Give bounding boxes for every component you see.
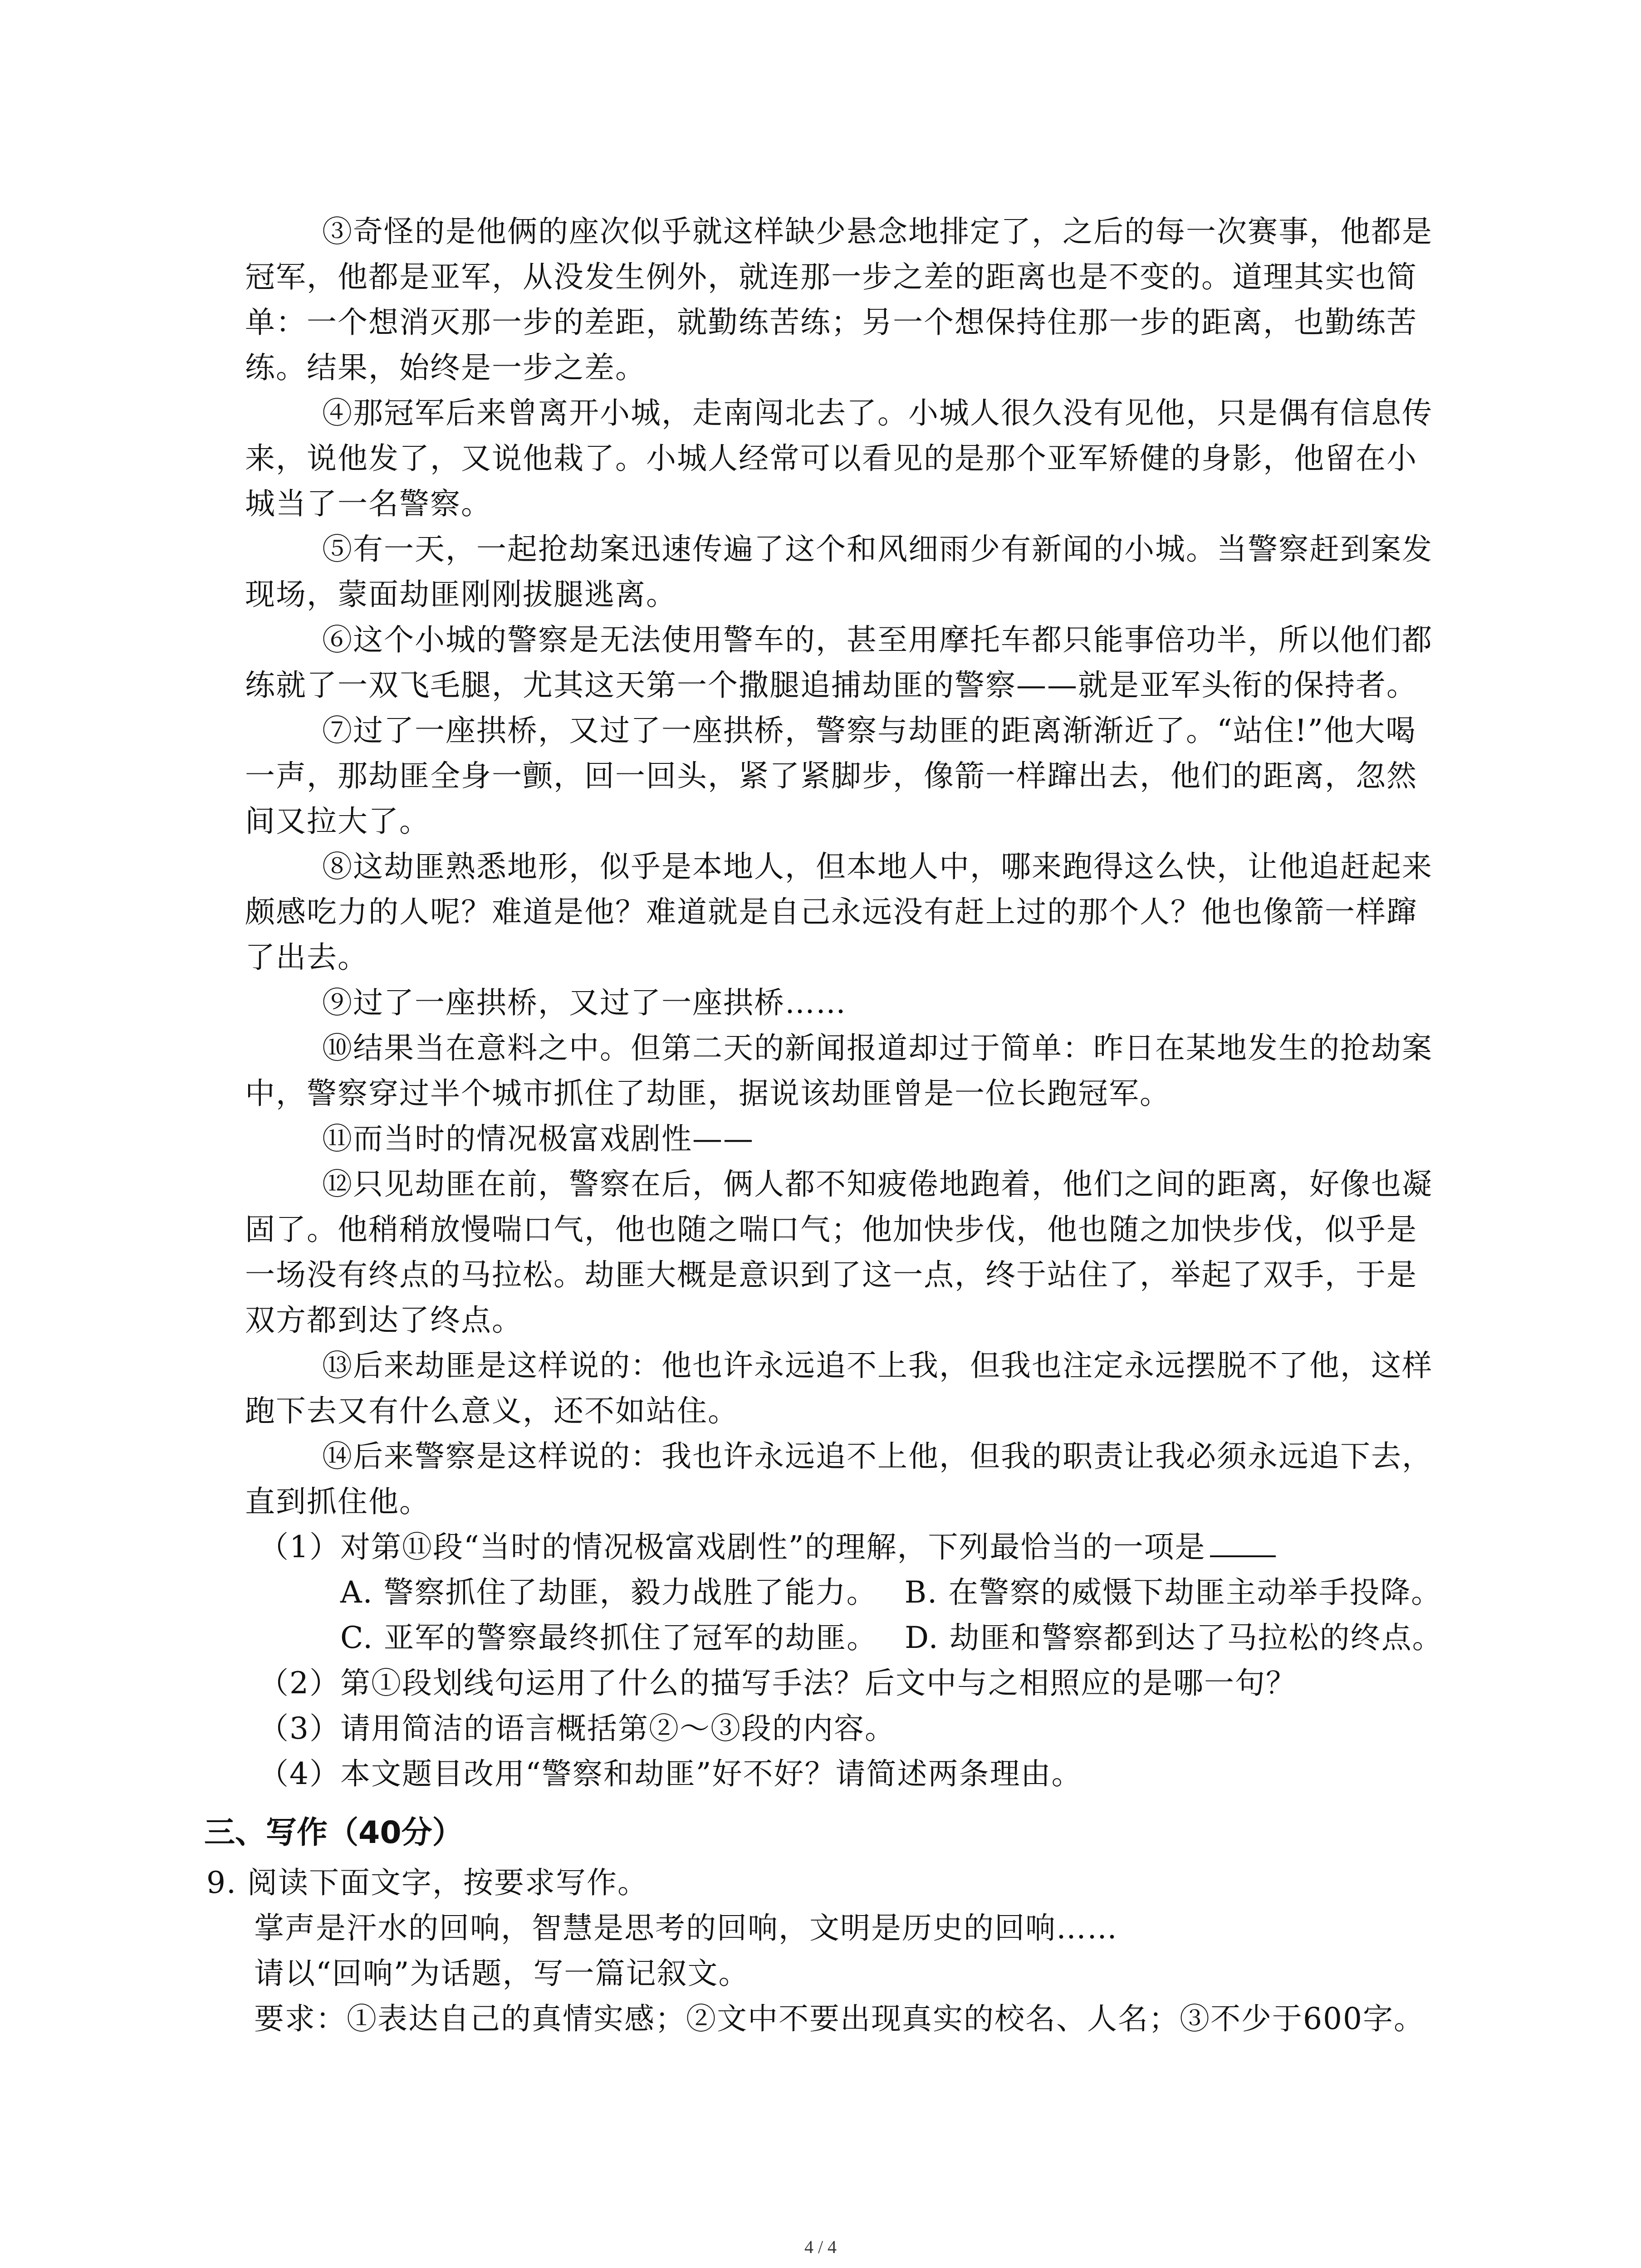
paragraph-4-line-2: 来，说他发了，又说他栽了。小城人经常可以看见的是那个亚军矫健的身影，他留在小 [245,441,1417,476]
paragraph-8-line-3: 了出去。 [245,940,368,975]
paragraph-12-line-1: ⑫只见劫匪在前，警察在后，俩人都不知疲倦地跑着，他们之间的距离，好像也凝 [322,1167,1433,1202]
paragraph-11-line-1: ⑪而当时的情况极富戏剧性—— [322,1121,754,1156]
paragraph-7-line-1: ⑦过了一座拱桥，又过了一座拱桥，警察与劫匪的距离渐渐近了。“站住!”他大喝 [322,713,1417,748]
paragraph-6-line-2: 练就了一双飞毛腿，尤其这天第一个撒腿追捕劫匪的警察——就是亚军头衔的保持者。 [245,668,1417,703]
paragraph-3-line-1: ③奇怪的是他俩的座次似乎就这样缺少悬念地排定了，之后的每一次赛事，他都是 [322,214,1433,249]
paragraph-3-line-4: 练。结果，始终是一步之差。 [245,350,646,385]
writing-task: 请以“回响”为话题，写一篇记叙文。 [254,1956,749,1991]
paragraph-3-line-3: 单：一个想消灭那一步的差距，就勤练苦练；另一个想保持住那一步的距离，也勤练苦 [245,305,1417,340]
question-1 [259,1527,1276,1568]
paragraph-13-line-2: 跑下去又有什么意义，还不如站住。 [245,1393,739,1428]
paragraph-12-line-4: 双方都到达了终点。 [245,1303,523,1338]
question-1-text: （1）对第⑪段“当时的情况极富戏剧性”的理解，下列最恰当的一项是 [259,1530,1206,1564]
question-1-options-row-1 [340,1572,1442,1613]
question-2: （2）第①段划线句运用了什么的描写手法？后文中与之相照应的是哪一句？ [259,1666,1297,1701]
question-4: （4）本文题目改用“警察和劫匪”好不好？请简述两条理由。 [259,1756,1083,1791]
writing-quote: 掌声是汗水的回响，智慧是思考的回响，文明是历史的回响…… [254,1911,1118,1945]
paragraph-5-line-1: ⑤有一天，一起抢劫案迅速传遍了这个和风细雨少有新闻的小城。当警察赶到案发 [322,532,1433,567]
paragraph-8-line-1: ⑧这劫匪熟悉地形，似乎是本地人，但本地人中，哪来跑得这么快，让他追赶起来 [322,849,1433,884]
paragraph-12-line-3: 一场没有终点的马拉松。劫匪大概是意识到了这一点，终于站住了，举起了双手，于是 [245,1257,1417,1292]
section-title-writing: 三、写作（40分） [204,1815,463,1851]
question-3: （3）请用简洁的语言概括第②～③段的内容。 [259,1711,896,1746]
paragraph-12-line-2: 固了。他稍稍放慢喘口气，他也随之喘口气；他加快步伐，他也随之加快步伐，似乎是 [245,1212,1417,1247]
paragraph-13-line-1: ⑬后来劫匪是这样说的：他也许永远追不上我，但我也注定永远摆脱不了他，这样 [322,1348,1433,1383]
option-c: C. 亚军的警察最终抓住了冠军的劫匪。 [340,1620,878,1655]
answer-blank[interactable] [1210,1528,1276,1557]
paragraph-7-line-2: 一声，那劫匪全身一颤，回一回头，紧了紧脚步，像箭一样蹿出去，他们的距离，忽然 [245,758,1417,793]
paragraph-3-line-2: 冠军，他都是亚军，从没发生例外，就连那一步之差的距离也是不变的。道理其实也简 [245,259,1417,294]
question-1-options-row-2 [340,1618,1443,1658]
paragraph-10-line-1: ⑩结果当在意料之中。但第二天的新闻报道却过于简单：昨日在某地发生的抢劫案 [322,1031,1433,1066]
writing-requirements: 要求：①表达自己的真情实感；②文中不要出现真实的校名、人名；③不少于600字。 [254,2001,1425,2036]
paragraph-9-line-1: ⑨过了一座拱桥，又过了一座拱桥…… [322,985,847,1020]
paragraph-8-line-2: 颇感吃力的人呢？难道是他？难道就是自己永远没有赶上过的那个人？他也像箭一样蹿 [245,894,1417,929]
option-d: D. 劫匪和警察都到达了马拉松的终点。 [905,1620,1443,1655]
paragraph-14-line-2: 直到抓住他。 [245,1484,430,1519]
paragraph-4-line-3: 城当了一名警察。 [245,486,492,521]
page-number: 4 / 4 [804,2237,837,2257]
option-a: A. 警察抓住了劫匪，毅力战胜了能力。 [340,1575,877,1610]
paragraph-14-line-1: ⑭后来警察是这样说的：我也许永远追不上他，但我的职责让我必须永远追下去， [322,1439,1433,1474]
paragraph-10-line-2: 中，警察穿过半个城市抓住了劫匪，据说该劫匪曾是一位长跑冠军。 [245,1076,1171,1111]
paragraph-5-line-2: 现场，蒙面劫匪刚刚拔腿逃离。 [245,577,677,612]
paragraph-6-line-1: ⑥这个小城的警察是无法使用警车的，甚至用摩托车都只能事倍功半，所以他们都 [322,622,1433,657]
writing-prompt: 9. 阅读下面文字，按要求写作。 [206,1865,648,1900]
paragraph-4-line-1: ④那冠军后来曾离开小城，走南闯北去了。小城人很久没有见他，只是偶有信息传 [322,396,1433,430]
option-b: B. 在警察的威慑下劫匪主动举手投降。 [904,1575,1442,1610]
paragraph-7-line-3: 间又拉大了。 [245,804,430,839]
